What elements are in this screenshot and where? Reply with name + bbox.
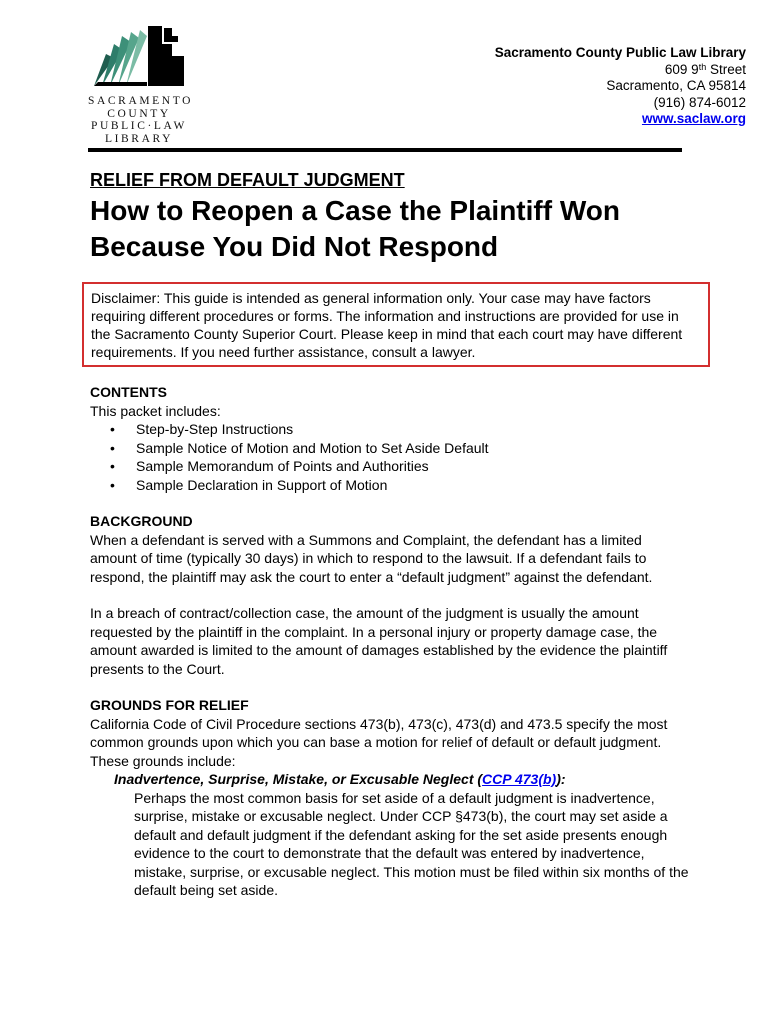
disclaimer-box: Disclaimer: This guide is intended as general information only. Your case may have factors requiring different procedures or forms. The information and instructions are provided for use in the Sacramento County Superior Court. Please keep in mind that each court may have different requirements. If you need further assistance, consult a lawyer. xyxy=(82,282,710,367)
book-logo-icon xyxy=(92,22,188,90)
page-title: How to Reopen a Case the Plaintiff Won Because You Did Not Respond xyxy=(90,195,620,262)
library-name: Sacramento County Public Law Library xyxy=(494,45,746,60)
logo-line-4: LIBRARY xyxy=(104,132,174,145)
header-divider xyxy=(88,148,682,152)
contents-list xyxy=(90,420,690,494)
grounds-subheading xyxy=(90,770,690,789)
contents-intro: This packet includes: xyxy=(90,402,221,419)
grounds-intro: California Code of Civil Procedure sections 473(b), 473(c), 473(d) and 473.5 specify the most common grounds upon which you can base a motion for relief of default or default judgment. These grounds include: xyxy=(90,715,668,769)
street-address xyxy=(495,62,746,79)
logo-line-2: COUNTY xyxy=(107,107,171,120)
website-link[interactable]: www.saclaw.org xyxy=(641,111,746,126)
city-state-zip: Sacramento, CA 95814 xyxy=(606,78,746,93)
library-address xyxy=(495,45,746,128)
list-item: • Sample Declaration in Support of Motion xyxy=(136,476,690,495)
library-logo xyxy=(88,22,194,150)
logo-line-3: PUBLIC·LAW xyxy=(91,120,187,133)
list-item: • Sample Notice of Motion and Motion to Set Aside Default xyxy=(136,439,690,458)
contents-heading: CONTENTS xyxy=(90,384,167,400)
background-heading: BACKGROUND xyxy=(90,513,193,529)
street-ordinal: th xyxy=(698,61,707,72)
phone-number: (916) 874-6012 xyxy=(653,94,746,110)
subheading-text: Inadvertence, Surprise, Mistake, or Excusable Neglect ( xyxy=(114,771,483,787)
street-name: Street xyxy=(706,61,746,77)
list-item: • Step-by-Step Instructions xyxy=(136,420,690,439)
subheading-end: ): xyxy=(556,771,566,787)
document-body xyxy=(90,383,690,900)
logo-line-1: SACRAMENTO xyxy=(88,95,194,107)
street-number: 609 9 xyxy=(664,61,699,77)
background-paragraph-1: When a defendant is served with a Summons and Complaint, the defendant has a limited amount of time (typically 30 days) in which to respond to the lawsuit. If a defendant fails to respond, the plaintiff may ask the court to enter a “default judgment” against the defendant. xyxy=(90,531,653,585)
grounds-body: Perhaps the most common basis for set aside of a default judgment is inadvertence, surprise, mistake or excusable neglect. Under CCP §473(b), the court may set aside a default and default judgment if the defendant asking for the set aside presents enough evidence to the court to demonstrate that the default was entered by inadvertence, mistake, surprise, or excusable neglect. This motion must be filed within six months of the default being set aside. xyxy=(134,789,689,898)
list-item: • Sample Memorandum of Points and Authorities xyxy=(136,457,690,476)
ccp-473b-link[interactable]: CCP 473(b) xyxy=(482,771,557,787)
section-kicker: RELIEF FROM DEFAULT JUDGMENT xyxy=(90,170,405,190)
grounds-heading: GROUNDS FOR RELIEF xyxy=(90,697,249,713)
background-paragraph-2: In a breach of contract/collection case, the amount of the judgment is usually the amount requested by the plaintiff in the complaint. In a personal injury or property damage case, the amount awarded is limited to the amount of damages established by the evidence the plaintiff presents to the Court. xyxy=(90,605,668,677)
